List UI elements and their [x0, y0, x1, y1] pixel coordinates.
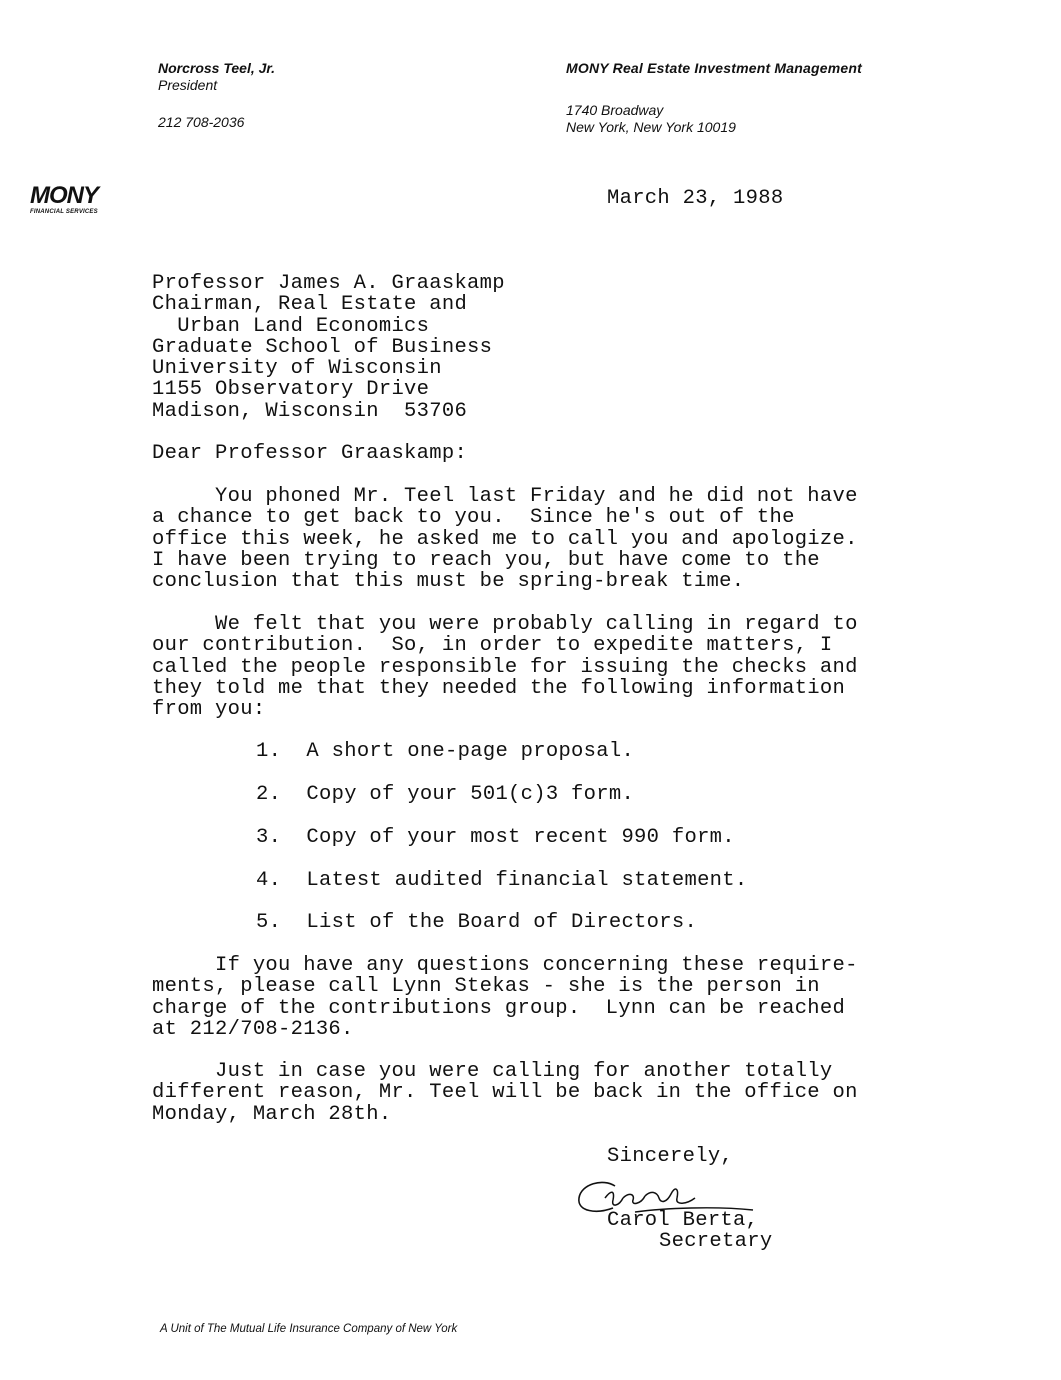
paragraph-line: office this week, he asked me to call you and apologize. — [152, 527, 858, 551]
body-paragraph-4 — [152, 1061, 858, 1125]
paragraph-line: a chance to get back to you. Since he's out of the — [152, 506, 795, 530]
recipient-line: Madison, Wisconsin 53706 — [152, 399, 468, 423]
company-block — [566, 60, 862, 136]
sender-block — [158, 60, 275, 131]
paragraph-line: We felt that you were probably calling in regard to — [152, 613, 858, 636]
recipient-line: Urban Land Economics — [152, 314, 430, 338]
body-paragraph-3 — [152, 955, 858, 1040]
footer-note: A Unit of The Mutual Life Insurance Company of New York — [160, 1323, 458, 1335]
recipient-line: Graduate School of Business — [152, 335, 493, 359]
salutation: Dear Professor Graaskamp: — [152, 442, 468, 465]
recipient-line: 1155 Observatory Drive — [152, 378, 430, 402]
recipient-address — [152, 273, 505, 422]
paragraph-line: I have been trying to reach you, but have come to the — [152, 548, 820, 572]
body-paragraph-1 — [152, 486, 858, 592]
body-paragraph-2 — [152, 614, 858, 720]
sender-title: President — [158, 77, 218, 93]
recipient-line: Professor James A. Graaskamp — [152, 272, 505, 295]
signer-title: Secretary — [659, 1230, 773, 1253]
sender-name: Norcross Teel, Jr. — [158, 60, 275, 76]
paragraph-line: our contribution. So, in order to expedite matters, I — [152, 634, 833, 658]
paragraph-line: You phoned Mr. Teel last Friday and he did not have — [152, 485, 858, 508]
company-address-line1: 1740 Broadway — [566, 102, 664, 118]
list-item: 1. A short one-page proposal. — [256, 740, 635, 763]
logo-mark: MONY — [30, 182, 98, 209]
sender-phone: 212 708-2036 — [158, 114, 245, 130]
logo-subtext: FINANCIAL SERVICES — [30, 209, 98, 215]
paragraph-line: conclusion that this must be spring-break time. — [152, 570, 745, 594]
list-item: 3. Copy of your most recent 990 form. — [256, 826, 735, 849]
closing: Sincerely, — [607, 1145, 734, 1168]
paragraph-line: If you have any questions concerning these require- — [152, 954, 858, 977]
list-item: 4. Latest audited financial statement. — [256, 869, 748, 892]
paragraph-line: from you: — [152, 698, 266, 722]
paragraph-line: called the people responsible for issuing the checks and — [152, 655, 858, 679]
company-address-line2: New York, New York 10019 — [566, 119, 736, 135]
company-name: MONY Real Estate Investment Management — [566, 60, 862, 76]
recipient-line: University of Wisconsin — [152, 357, 442, 381]
paragraph-line: they told me that they needed the following information — [152, 676, 846, 700]
paragraph-line: Monday, March 28th. — [152, 1102, 392, 1126]
paragraph-line: ments, please call Lynn Stekas - she is the person in — [152, 975, 820, 999]
recipient-line: Chairman, Real Estate and — [152, 293, 468, 317]
paragraph-line: Just in case you were calling for another totally — [152, 1060, 833, 1083]
list-item: 2. Copy of your 501(c)3 form. — [256, 783, 635, 806]
signer-name: Carol Berta, — [607, 1209, 759, 1232]
mony-logo — [30, 184, 126, 220]
list-item: 5. List of the Board of Directors. — [256, 911, 698, 934]
letter-date: March 23, 1988 — [607, 187, 784, 210]
paragraph-line: at 212/708-2136. — [152, 1017, 354, 1041]
paragraph-line: different reason, Mr. Teel will be back in the office on — [152, 1081, 858, 1105]
paragraph-line: charge of the contributions group. Lynn can be reached — [152, 996, 846, 1020]
